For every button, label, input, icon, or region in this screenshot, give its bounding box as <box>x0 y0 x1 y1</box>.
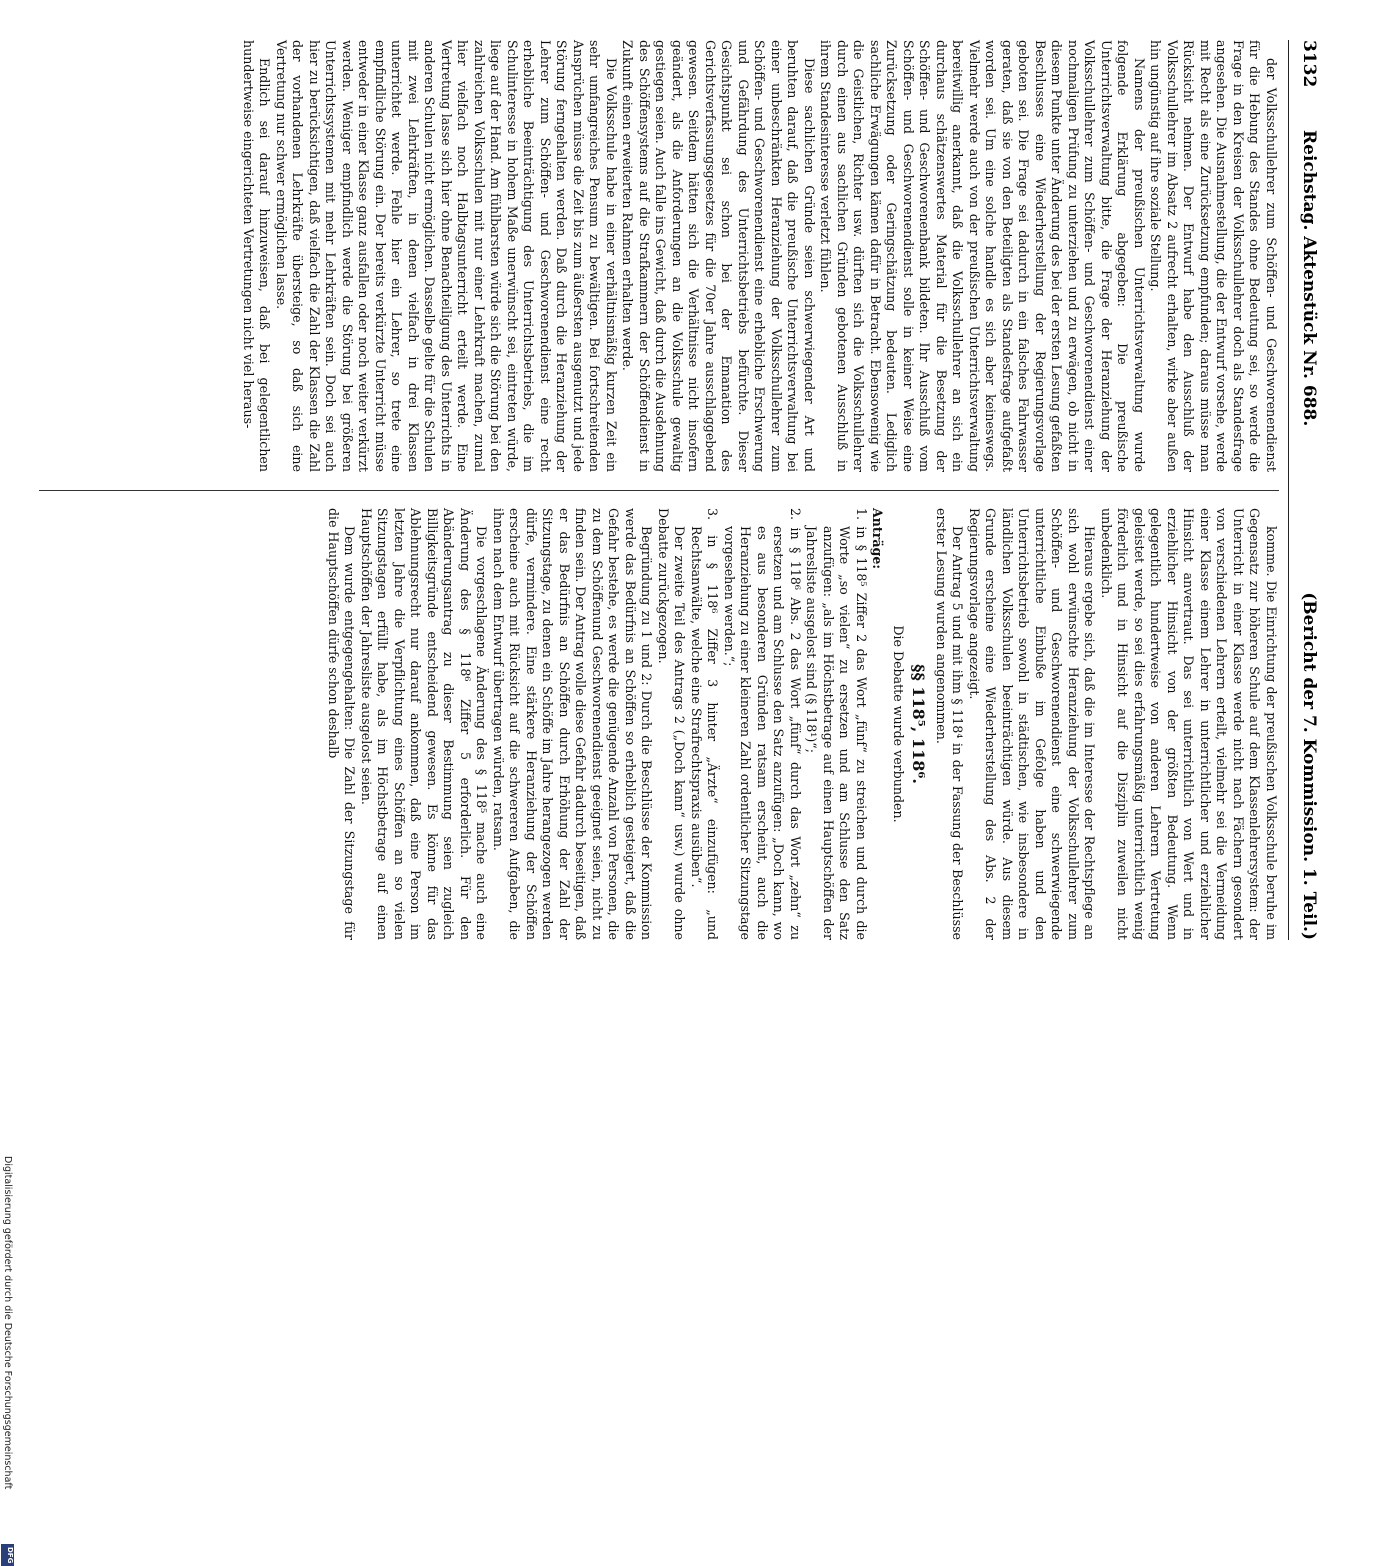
page-number: 3132 <box>1299 40 1319 88</box>
paragraph: Diese sachlichen Gründe seien schwerwiegender Art und beruhten darauf, daß die preußische Unterrichtsverwaltung bei einer unbeschränkten Heranziehung der Volksschullehrer zum Schöffen- und Geschworenendienst eine erhebliche Erschwerung und Gefährdung des Unterrichtsbetriebs befürchte. Dieser Gesichtspunkt sei schon bei der Emanation des Gerichtsverfassungsgesetzes für die 70er Jahre ausschlaggebend gewesen. Seitdem hätten sich die Verhältnisse nicht insofern geändert, als die Anforderungen an die Volksschule gewaltig gestiegen seien. Auch falle ins Gewicht, daß durch die Ausdehnung des Schöffensystems auf die Strafkammern der Schöffendienst in Zukunft einen erweiterten Rahmen erhalten werde. <box>620 40 817 472</box>
paragraph: Der zweite Teil des Antrags 2 („Doch kann“ usw.) wurde ohne Debatte zurückgezogen. <box>656 508 688 940</box>
right-column <box>325 508 1280 940</box>
motion-item: 2. in § 118⁶ Abs. 2 das Wort „fünf“ durch das Wort „zehn“ zu ersetzen und am Schlusse den Satz anzufügen: „Doch kann, wo es aus besonderen Gründen ratsam erscheint, auch die Heranziehung zu einer kleineren Zahl ordentlicher Sitzungstage vorgesehen werden.“; <box>722 508 803 940</box>
motions-label: Anträge: <box>870 508 886 570</box>
section-note: Die Debatte wurde verbunden. <box>891 625 906 823</box>
document-page <box>27 40 1327 940</box>
dfg-logo: DFG <box>1 1544 14 1566</box>
paragraph: Die vorgeschlagene Änderung des § 118⁵ mache auch eine Änderung des § 118⁶ Ziffer 5 erforderlich. Für den Abänderungsantrag zu dieser Bestimmung seien zugleich Billigkeitsgründe entscheidend gewesen. Es könne für das Ablehnungsrecht nur darauf ankommen, daß eine Person im letzten Jahre die Verpflichtung eines Schöffen an so vielen Sitzungstagen erfüllt habe, als im Höchstbetrage auf einen Hauptschöffen der Jahresliste ausgelost seien. <box>359 508 490 940</box>
motion-item: 1. in § 118⁵ Ziffer 2 das Wort „fünf“ zu streichen und durch die Worte „so vielen“ zu ersetzen und am Schlusse den Satz anzufügen: „als im Höchstbetrage auf einen Hauptschöffen der Jahresliste ausgelost sind (§ 118¹)“; <box>804 508 869 940</box>
paragraph: komme. Die Einrichtung der preußischen Volksschule beruhe im Gegensatz zur höheren Schule auf dem Klassenlehrersystem: der Unterricht in einer Klasse werde nicht nach Fächern gesondert von verschiedenen Lehrern erteilt, vielmehr sei die Vermeidung einer Klasse einem Lehrer in unterrichtlicher und erziehlicher Hinsicht anvertraut. Das sei unterrichtlich von Wert und in erziehlicher Hinsicht von der größten Bedeutung. Wenn gelegentlich hundertweise von anderen Lehrern Vertretung geleistet werde, so sei dies erfahrungsmäßig unterrichtlich wenig förderlich und in Hinsicht auf die Disziplin zuweilen nicht unbedenklich. <box>1099 508 1279 940</box>
left-column <box>240 40 1280 472</box>
paragraph: Die Volksschule habe in einer verhältnismäßig kurzen Zeit ein sehr umfangreiches Pensum zu bewältigen. Bei fortschreitenden Ansprüchen müsse die Zeit bis zum äußersten ausgenutzt und jede Störung ferngehalten werden. Daß durch die Heranziehung der Lehrer zum Schöffen- und Geschworenendienst eine recht erhebliche Beeinträchtigung des Unterrichtsbetriebs, die im Schulinteresse in hohem Maße unerwünscht sei, eintreten würde, liege auf der Hand. Am fühlbarsten würde sich die Störung bei den zahlreichen Volksschulen mit nur einer Lehrkraft machen, zumal hier vielfach noch Halbtagsunterricht erteilt werde. Eine Vertretung lasse sich hier ohne Benachteiligung des Unterrichts in anderen Schulen nicht ermöglichen. Dasselbe gelte für die Schulen mit zwei Lehrkräften, in denen vielfach in drei Klassen unterrichtet werde. Fehle hier ein Lehrer, so trete eine empfindliche Störung ein. Der bereits verkürzte Unterricht müsse entweder in einer Klasse ganz ausfallen oder noch weiter verkürzt werden. Weniger empfindlich werde die Störung bei größeren Unterrichtssystemen mit mehr Lehrkräften sein. Doch sei auch hier zu berücksichtigen, daß vielfach die Zahl der Klassen die Zahl der vorhandenen Lehrkräfte übersteige, so daß sich eine Vertretung nur schwer ermöglichen lasse. <box>274 40 619 472</box>
column-divider <box>39 490 1279 491</box>
paragraph: Der Antrag 5 und mit ihm § 118⁴ in der Fassung der Beschlüsse erster Lesung wurden angenommen. <box>934 508 966 940</box>
page-header <box>1288 40 1319 940</box>
paragraph: der Volksschullehrer zum Schöffen- und Geschworenendienst für die Hebung des Standes ohne Bedeutung sei, so werde die Frage in den Kreisen der Volksschullehrer doch als Standesfrage angesehen. Die Ausnahmestellung, die der Entwurf vorsehe, werde mit Recht als eine Zurücksetzung empfunden; daraus müsse man Rücksicht nehmen. Der Entwurf habe den Ausschluß der Volksschullehrer im Absatz 2 aufrecht erhalten, wirke aber außen hin ungünstig auf ihre soziale Stellung. <box>1148 40 1279 472</box>
motion-item: 3. in § 118⁶ Ziffer 3 hinter „Ärzte“ einzufügen: „und Rechtsanwälte, welche eine Strafrechtspraxis ausüben“. <box>689 508 721 940</box>
paragraph: Dem wurde entgegengehalten: Die Zahl der Sitzungstage für die Hauptschöffen dürfe schon deshalb <box>326 508 358 940</box>
page-subtitle: (Bericht der 7. Kommission. 1. Teil.) <box>1299 592 1319 940</box>
section-heading: §§ 118⁵, 118⁶. <box>909 664 929 784</box>
paragraph: Namens der preußischen Unterrichtsverwaltung wurde folgende Erklärung abgegeben: Die preußische Unterrichtsverwaltung bitte, die Frage der Heranziehung der Volksschullehrer zum Schöffen- und Geschworenendienst einer nochmaligen Prüfung zu unterziehen und zu erwägen, ob nicht in diesem Punkte unter Änderung des bei der ersten Lesung gefaßten Beschlusses eine Wiederherstellung der Regierungsvorlage geboten sei. Die Frage sei dadurch in ein falsches Fahrwasser geraten, daß sie von den Beteiligten als Standesfrage aufgefaßt worden sei. Um eine solche handle es sich aber keineswegs. Vielmehr werde auch von der preußischen Unterrichtsverwaltung bereitwillig anerkannt, daß die Volksschullehrer an sich ein durchaus schätzenswertes Material für die Besetzung der Schöffen- und Geschworenenbank bildeten. Ihr Ausschluß vom Schöffen- und Geschworenendienst solle in keiner Weise eine Zurücksetzung oder Geringschätzung bedeuten. Lediglich sachliche Erwägungen kämen dafür in Betracht. Ebensowenig wie die Geistlichen, Richter usw. dürften sich die Volksschullehrer durch einen aus sachlichen Gründen gebotenen Ausschluß in ihrem Standesinteresse verletzt fühlen. <box>818 40 1147 472</box>
paragraph: Hieraus ergebe sich, daß die im Interesse der Rechtspflege an sich wohl erwünschte Heranziehung der Volksschullehrer zum Schöffen- und Geschworenendienst eine schwerwiegende unterrichtliche Einbuße im Gefolge haben und den Unterrichtsbetrieb sowohl in städtischen, wie insbesondere in ländlichen Volksschulen beeinträchtigen würde. Aus diesem Grunde erscheine eine Wiederherstellung des Abs. 2 der Regierungsvorlage angezeigt. <box>967 508 1098 940</box>
digitization-credit: Digitalisierung gefördert durch die Deutsche Forschungsgemeinschaft <box>2 1156 13 1490</box>
paragraph: Begründung zu 1 und 2: Durch die Beschlüsse der Kommission werde das Bedürfnis an Schöffen so erheblich gesteigert, daß die Gefahr bestehe, es werde die genügende Anzahl von Personen, die zu dem Schöffenund Geschworenendienst geeignet seien, nicht zu finden sein. Der Antrag wolle diese Gefahr dadurch beseitigen, daß er das Bedürfnis an Schöffen durch Erhöhung der Zahl der Sitzungstage, zu denen ein Schöffe im Jahre herangezogen werden dürfe, vermindere. Eine stärkere Heranziehung der Schöffen erscheine auch mit Rücksicht auf die schwereren Aufgaben, die ihnen nach dem Entwurf übertragen würden, ratsam. <box>491 508 655 940</box>
page-title: Reichstag. Aktenstück Nr. 688. <box>1299 130 1319 427</box>
paragraph: Endlich sei darauf hinzuweisen, daß bei gelegentlichen hundertweise eingerichteten Vertretungen nicht viel heraus- <box>241 40 273 472</box>
